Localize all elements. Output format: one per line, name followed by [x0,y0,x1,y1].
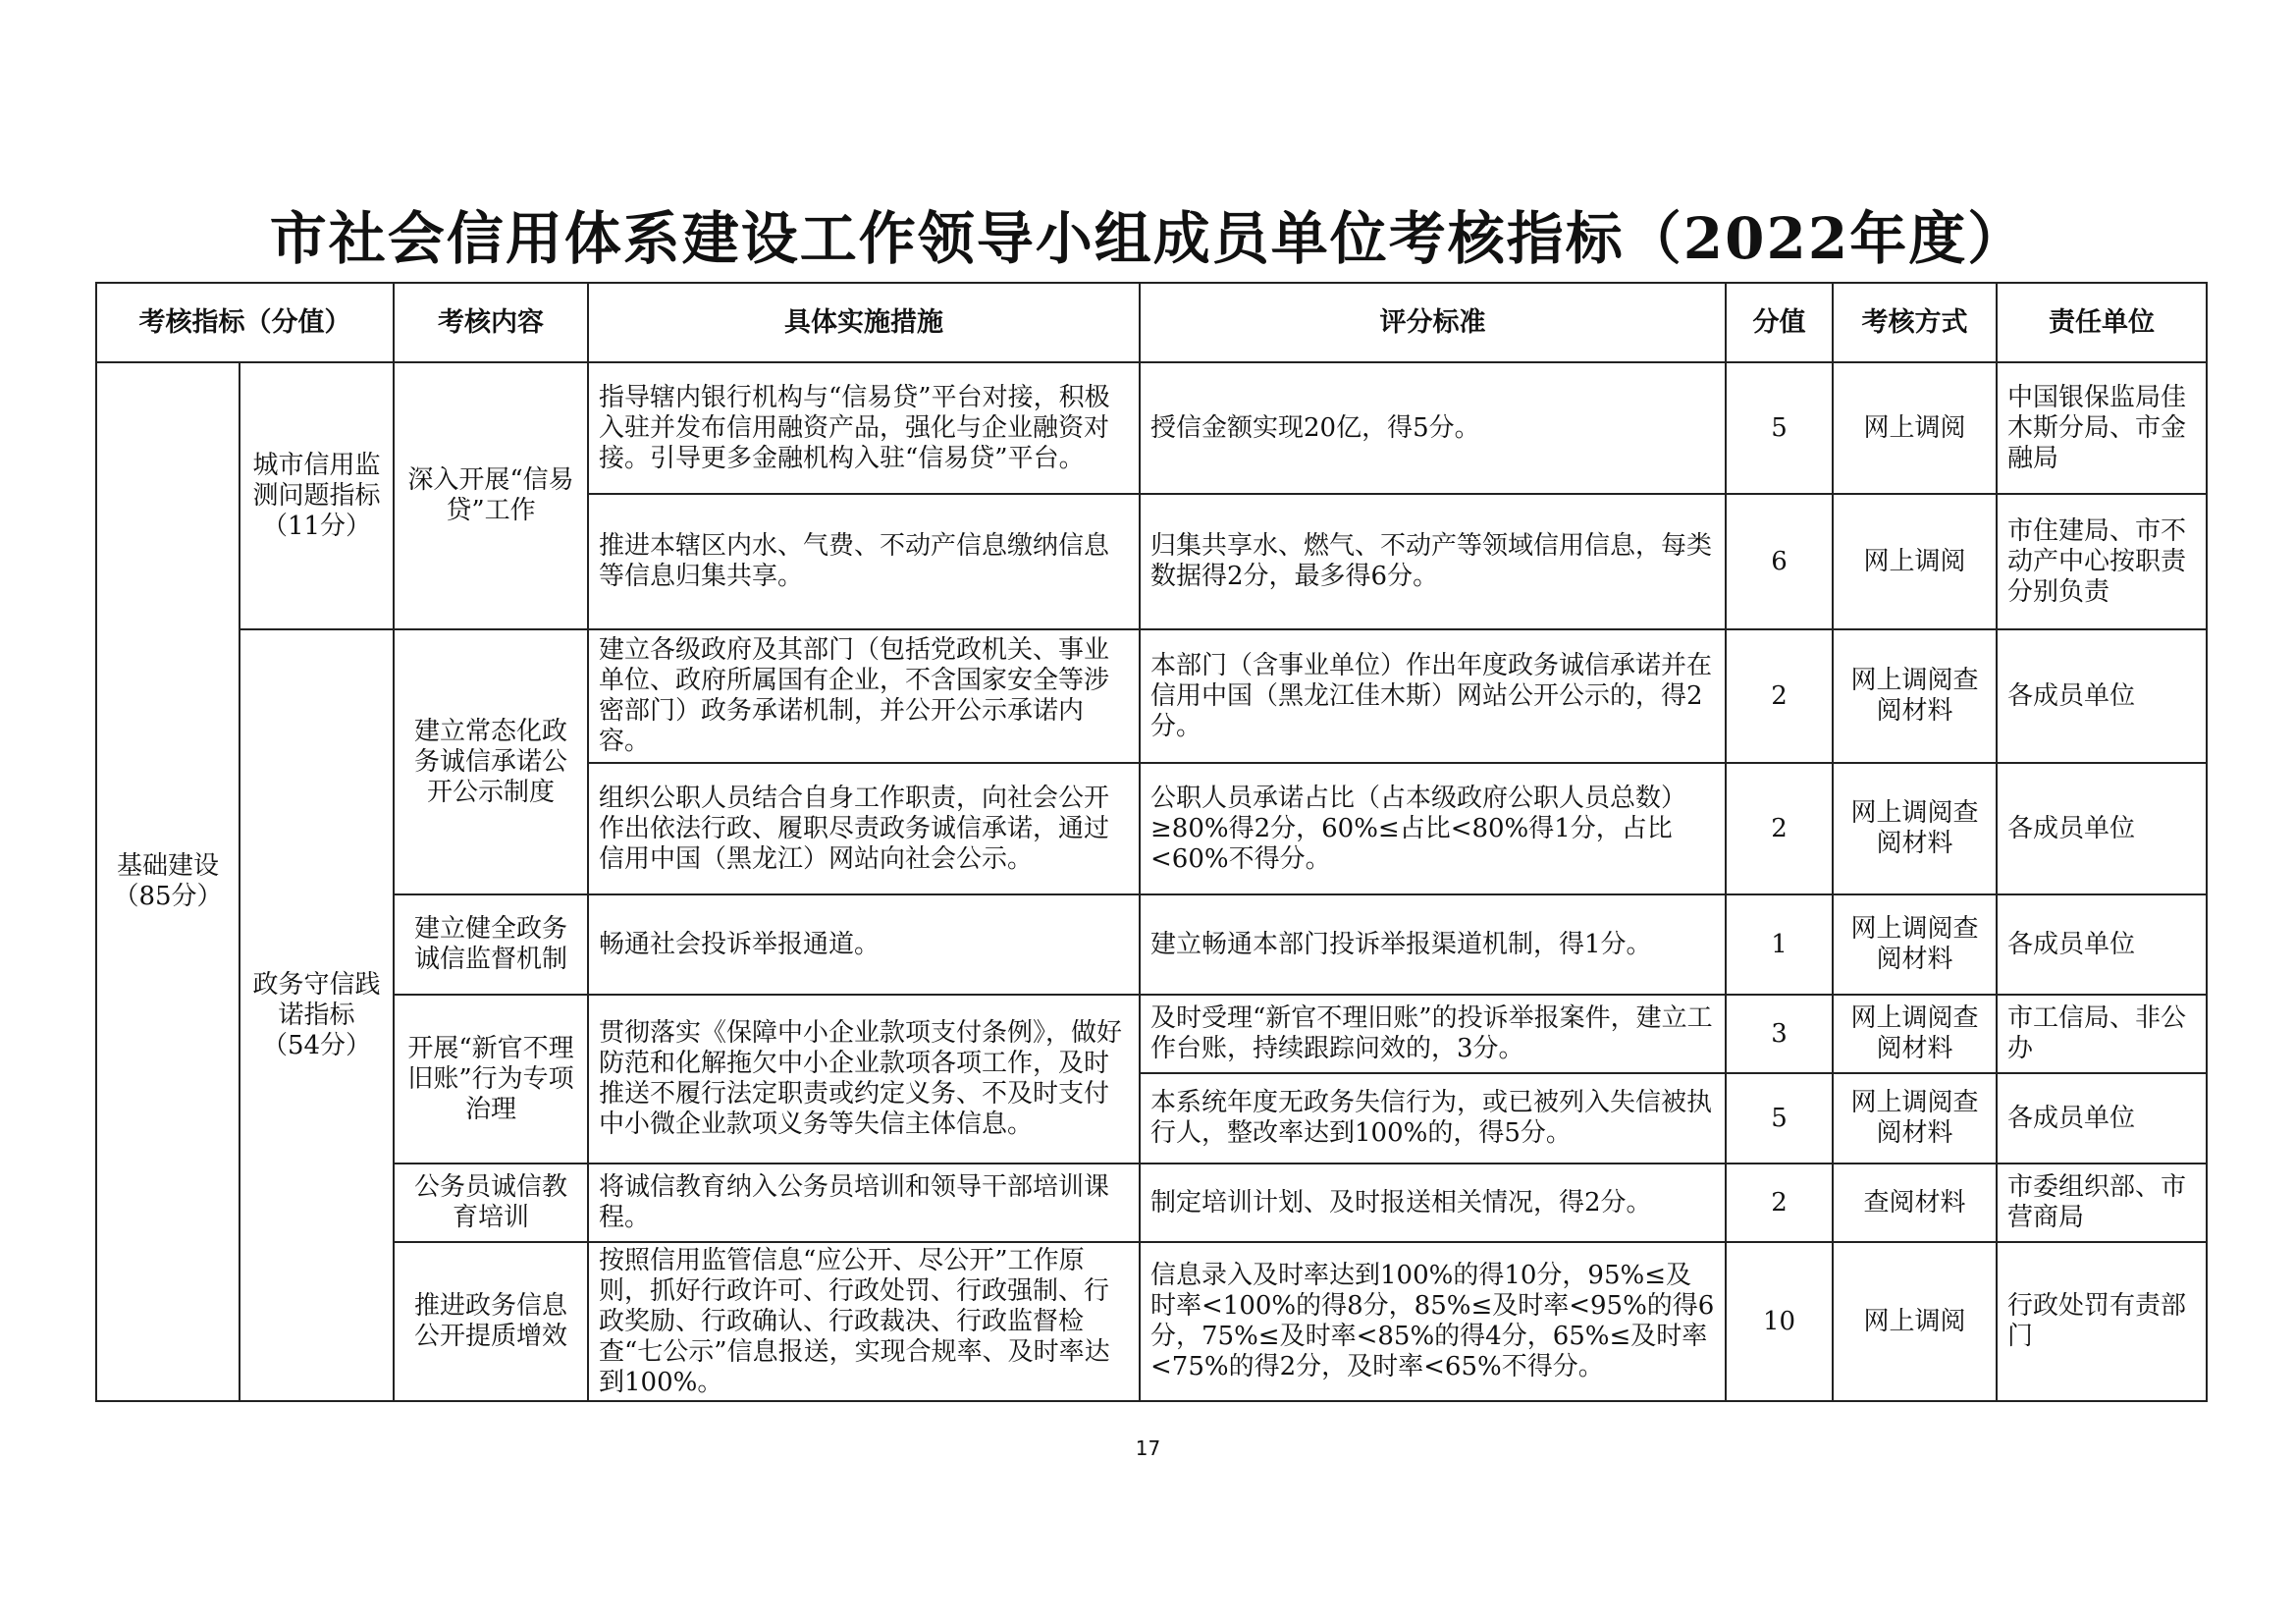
header-criteria: 评分标准 [1140,283,1726,362]
header-indicator: 考核指标（分值） [96,283,394,362]
content-cell: 推进政务信息公开提质增效 [394,1242,588,1401]
criteria-cell: 归集共享水、燃气、不动产等领域信用信息，每类数据得2分，最多得6分。 [1140,494,1726,629]
measure-cell: 贯彻落实《保障中小企业款项支付条例》，做好防范和化解拖欠中小企业款项各项工作，及时推送不履行法定职责或约定义务、不及时支付中小微企业款项义务等失信主体信息。 [588,995,1140,1164]
score-cell: 3 [1726,995,1833,1073]
table-row [96,362,2207,494]
score-cell: 1 [1726,894,1833,995]
header-content: 考核内容 [394,283,588,362]
unit-cell: 行政处罚有责部门 [1997,1242,2207,1401]
criteria-cell: 本系统年度无政务失信行为，或已被列入失信被执行人，整改率达到100%的，得5分。 [1140,1073,1726,1164]
page-title: 市社会信用体系建设工作领导小组成员单位考核指标（2022年度） [269,205,2027,272]
measure-cell: 指导辖内银行机构与“信易贷”平台对接，积极入驻并发布信用融资产品，强化与企业融资对接。引导更多金融机构入驻“信易贷”平台。 [588,362,1140,494]
unit-cell: 各成员单位 [1997,1073,2207,1164]
content-cell: 深入开展“信易贷”工作 [394,362,588,629]
criteria-cell: 授信金额实现20亿，得5分。 [1140,362,1726,494]
measure-cell: 按照信用监管信息“应公开、尽公开”工作原则，抓好行政许可、行政处罚、行政强制、行政奖励、行政确认、行政裁决、行政监督检查“七公示”信息报送，实现合规率、及时率达到100%。 [588,1242,1140,1401]
table-row [96,629,2207,763]
method-cell: 网上调阅 [1833,494,1997,629]
content-cell: 建立健全政务诚信监督机制 [394,894,588,995]
score-cell: 2 [1726,629,1833,763]
header-measures: 具体实施措施 [588,283,1140,362]
group-cell: 政务守信践诺指标（54分） [240,629,394,1401]
measure-cell: 组织公职人员结合自身工作职责，向社会公开作出依法行政、履职尽责政务诚信承诺，通过信用中国（黑龙江）网站向社会公示。 [588,763,1140,894]
score-cell: 2 [1726,1164,1833,1242]
measure-cell: 建立各级政府及其部门（包括党政机关、事业单位、政府所属国有企业，不含国家安全等涉密部门）政务承诺机制，并公开公示承诺内容。 [588,629,1140,763]
score-cell: 10 [1726,1242,1833,1401]
table-row [96,1164,2207,1242]
table-row [96,995,2207,1073]
assessment-table [95,282,2208,1402]
method-cell: 网上调阅查阅材料 [1833,763,1997,894]
category-cell: 基础建设（85分） [96,362,240,1401]
method-cell: 网上调阅 [1833,1242,1997,1401]
unit-cell: 市委组织部、市营商局 [1997,1164,2207,1242]
method-cell: 网上调阅查阅材料 [1833,629,1997,763]
unit-cell: 中国银保监局佳木斯分局、市金融局 [1997,362,2207,494]
header-unit: 责任单位 [1997,283,2207,362]
table-row [96,894,2207,995]
unit-cell: 市住建局、市不动产中心按职责分别负责 [1997,494,2207,629]
header-score: 分值 [1726,283,1833,362]
criteria-cell: 本部门（含事业单位）作出年度政务诚信承诺并在信用中国（黑龙江佳木斯）网站公开公示的，得2分。 [1140,629,1726,763]
table-header-row [96,283,2207,362]
method-cell: 查阅材料 [1833,1164,1997,1242]
measure-cell: 推进本辖区内水、气费、不动产信息缴纳信息等信息归集共享。 [588,494,1140,629]
method-cell: 网上调阅查阅材料 [1833,1073,1997,1164]
content-cell: 建立常态化政务诚信承诺公开公示制度 [394,629,588,894]
method-cell: 网上调阅查阅材料 [1833,995,1997,1073]
measure-cell: 畅通社会投诉举报通道。 [588,894,1140,995]
method-cell: 网上调阅 [1833,362,1997,494]
content-cell: 公务员诚信教育培训 [394,1164,588,1242]
unit-cell: 各成员单位 [1997,629,2207,763]
criteria-cell: 信息录入及时率达到100%的得10分，95%≤及时率<100%的得8分，85%≤及时率<95%的得6分，75%≤及时率<85%的得4分，65%≤及时率<75%的得2分，及时率<65%不得分。 [1140,1242,1726,1401]
criteria-cell: 公职人员承诺占比（占本级政府公职人员总数）≥80%得2分，60%≤占比<80%得1分，占比<60%不得分。 [1140,763,1726,894]
unit-cell: 各成员单位 [1997,763,2207,894]
page-number: 17 [1135,1436,1161,1460]
score-cell: 2 [1726,763,1833,894]
criteria-cell: 及时受理“新官不理旧账”的投诉举报案件，建立工作台账，持续跟踪问效的，3分。 [1140,995,1726,1073]
score-cell: 5 [1726,1073,1833,1164]
score-cell: 6 [1726,494,1833,629]
criteria-cell: 制定培训计划、及时报送相关情况，得2分。 [1140,1164,1726,1242]
score-cell: 5 [1726,362,1833,494]
measure-cell: 将诚信教育纳入公务员培训和领导干部培训课程。 [588,1164,1140,1242]
unit-cell: 各成员单位 [1997,894,2207,995]
group-cell: 城市信用监测问题指标（11分） [240,362,394,629]
table-row [96,1242,2207,1401]
method-cell: 网上调阅查阅材料 [1833,894,1997,995]
criteria-cell: 建立畅通本部门投诉举报渠道机制，得1分。 [1140,894,1726,995]
header-method: 考核方式 [1833,283,1997,362]
unit-cell: 市工信局、非公办 [1997,995,2207,1073]
content-cell: 开展“新官不理旧账”行为专项治理 [394,995,588,1164]
